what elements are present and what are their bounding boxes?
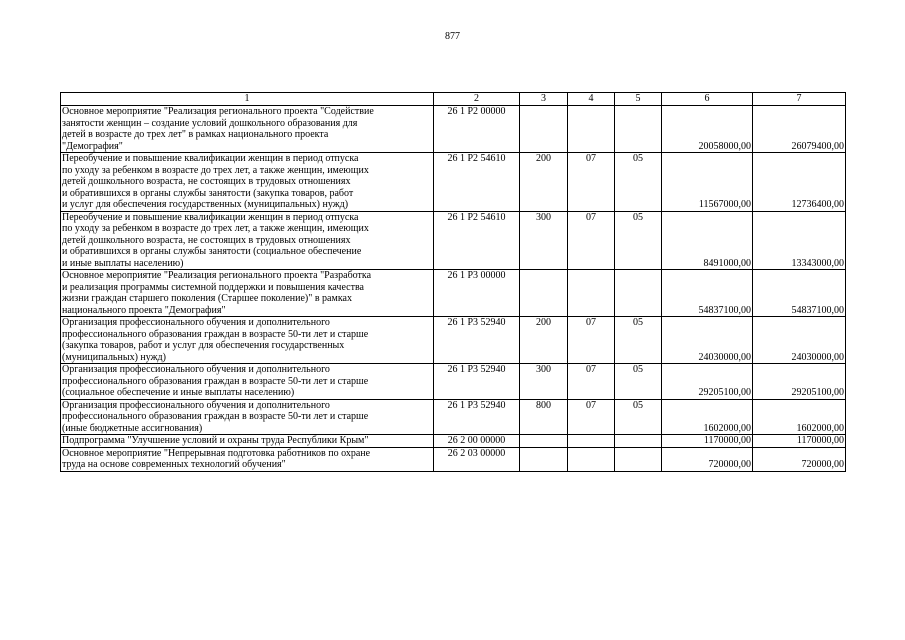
amount-col7-cell: 12736400,00 — [753, 153, 846, 212]
row-name-line: Основное мероприятие "Реализация регионального проекта "Разработка — [62, 270, 372, 281]
row-name-cell — [61, 447, 434, 471]
expense-type-cell — [520, 435, 568, 448]
row-name-line: Переобучение и повышение квалификации женщин в период отпуска — [62, 211, 359, 223]
section-cell — [568, 106, 615, 153]
column-header: 4 — [568, 93, 615, 106]
expense-type-cell: 300 — [520, 364, 568, 400]
row-name-line: Основное мероприятие "Реализация регионального проекта "Содействие — [62, 106, 374, 117]
expense-type-cell: 800 — [520, 399, 568, 435]
row-name-line: (муниципальных) нужд) — [62, 351, 166, 363]
row-name-cell — [61, 211, 434, 270]
row-name-line: и обратившихся в органы службы занятости (закупка товаров, работ — [62, 187, 354, 199]
section-cell: 07 — [568, 211, 615, 270]
subsection-cell: 05 — [615, 399, 662, 435]
column-header: 5 — [615, 93, 662, 106]
table-row — [61, 153, 846, 212]
section-cell: 07 — [568, 399, 615, 435]
row-name-cell — [61, 435, 434, 448]
row-name-line: детей дошкольного возраста, не состоящих в трудовых отношениях — [62, 234, 351, 246]
budget-table — [60, 92, 846, 472]
row-name-line: Организация профессионального обучения и дополнительного — [62, 364, 330, 375]
target-article-code-cell: 26 1 P2 54610 — [434, 153, 520, 212]
row-name-line: (социальное обеспечение и иные выплаты населению) — [62, 387, 295, 398]
amount-col7-cell: 24030000,00 — [753, 317, 846, 364]
expense-type-cell — [520, 106, 568, 153]
target-article-code-cell: 26 1 P2 54610 — [434, 211, 520, 270]
section-cell — [568, 270, 615, 317]
row-name-cell — [61, 270, 434, 317]
row-name-line: (иные бюджетные ассигнования) — [62, 422, 203, 434]
target-article-code-cell: 26 1 P3 52940 — [434, 364, 520, 400]
row-name-line: детей дошкольного возраста, не состоящих в трудовых отношениях — [62, 176, 351, 187]
section-cell — [568, 447, 615, 471]
amount-col7-cell: 720000,00 — [753, 447, 846, 471]
row-name-line: Переобучение и повышение квалификации женщин в период отпуска — [62, 153, 359, 164]
row-name-line: "Демография" — [62, 140, 123, 152]
row-name-cell — [61, 399, 434, 435]
row-name-line: и услуг для обеспечения государственных (муниципальных) нужд) — [62, 199, 349, 210]
row-name-cell — [61, 317, 434, 364]
row-name-line: профессионального образования граждан в возрасте 50-ти лет и старше — [62, 411, 369, 422]
amount-col7-cell: 1602000,00 — [753, 399, 846, 435]
table-row — [61, 317, 846, 364]
column-header: 1 — [61, 93, 434, 106]
amount-col6-cell: 11567000,00 — [662, 153, 753, 212]
row-name-line: и обратившихся в органы службы занятости (социальное обеспечение — [62, 246, 362, 257]
amount-col6-cell: 54837100,00 — [662, 270, 753, 317]
amount-col7-cell: 1170000,00 — [753, 435, 846, 448]
target-article-code-cell: 26 1 P3 52940 — [434, 317, 520, 364]
row-name-cell — [61, 153, 434, 212]
expense-type-cell — [520, 447, 568, 471]
subsection-cell — [615, 447, 662, 471]
expense-type-cell — [520, 270, 568, 317]
column-header: 3 — [520, 93, 568, 106]
table-row — [61, 399, 846, 435]
row-name-line: национального проекта "Демография" — [62, 304, 226, 316]
expense-type-cell: 200 — [520, 317, 568, 364]
column-header: 6 — [662, 93, 753, 106]
amount-col6-cell: 720000,00 — [662, 447, 753, 471]
row-name-line: по уходу за ребенком в возрасте до трех лет, а также женщин, имеющих — [62, 223, 369, 234]
subsection-cell — [615, 435, 662, 448]
amount-col6-cell: 8491000,00 — [662, 211, 753, 270]
row-name-line: жизни граждан старшего поколения (Старшее поколение)" в рамках — [62, 293, 352, 304]
amount-col6-cell: 29205100,00 — [662, 364, 753, 400]
row-name-line: (закупка товаров, работ и услуг для обеспечения государственных — [62, 340, 345, 351]
target-article-code-cell: 26 1 P2 00000 — [434, 106, 520, 153]
expense-type-cell: 300 — [520, 211, 568, 270]
table-row — [61, 270, 846, 317]
subsection-cell — [615, 270, 662, 317]
page-number: 877 — [445, 31, 460, 42]
column-header: 2 — [434, 93, 520, 106]
row-name-line: Организация профессионального обучения и дополнительного — [62, 399, 330, 411]
column-header: 7 — [753, 93, 846, 106]
section-cell — [568, 435, 615, 448]
amount-col7-cell: 29205100,00 — [753, 364, 846, 400]
amount-col6-cell: 20058000,00 — [662, 106, 753, 153]
row-name-line: по уходу за ребенком в возрасте до трех лет, а также женщин, имеющих — [62, 164, 369, 176]
table-row — [61, 435, 846, 448]
subsection-cell: 05 — [615, 364, 662, 400]
subsection-cell: 05 — [615, 317, 662, 364]
row-name-line: профессионального образования граждан в возрасте 50-ти лет и старше — [62, 375, 369, 387]
row-name-cell — [61, 364, 434, 400]
target-article-code-cell: 26 2 03 00000 — [434, 447, 520, 471]
table-header-row — [61, 93, 846, 106]
table-row — [61, 106, 846, 153]
target-article-code-cell: 26 1 P3 00000 — [434, 270, 520, 317]
row-name-line: труда на основе современных технологий обучения" — [62, 459, 286, 470]
amount-col6-cell: 1602000,00 — [662, 399, 753, 435]
row-name-line: и реализация программы системной поддержки и повышения качества — [62, 281, 364, 293]
target-article-code-cell: 26 2 00 00000 — [434, 435, 520, 448]
row-name-line: и иные выплаты населению) — [62, 257, 184, 269]
section-cell: 07 — [568, 364, 615, 400]
amount-col6-cell: 1170000,00 — [662, 435, 753, 448]
table-row — [61, 364, 846, 400]
amount-col6-cell: 24030000,00 — [662, 317, 753, 364]
amount-col7-cell: 26079400,00 — [753, 106, 846, 153]
row-name-cell — [61, 106, 434, 153]
expense-type-cell: 200 — [520, 153, 568, 212]
subsection-cell — [615, 106, 662, 153]
amount-col7-cell: 13343000,00 — [753, 211, 846, 270]
row-name-line: профессионального образования граждан в возрасте 50-ти лет и старше — [62, 328, 369, 340]
row-name-line: занятости женщин – создание условий дошкольного образования для — [62, 117, 358, 129]
table-row — [61, 447, 846, 471]
row-name-line: детей в возрасте до трех лет" в рамках национального проекта — [62, 129, 329, 140]
row-name-line: Организация профессионального обучения и дополнительного — [62, 317, 330, 328]
amount-col7-cell: 54837100,00 — [753, 270, 846, 317]
subsection-cell: 05 — [615, 211, 662, 270]
row-name-line: Основное мероприятие "Непрерывная подготовка работников по охране — [62, 447, 371, 459]
section-cell: 07 — [568, 317, 615, 364]
subsection-cell: 05 — [615, 153, 662, 212]
row-name-line: Подпрограмма "Улучшение условий и охраны труда Республики Крым" — [62, 435, 369, 446]
table-row — [61, 211, 846, 270]
section-cell: 07 — [568, 153, 615, 212]
target-article-code-cell: 26 1 P3 52940 — [434, 399, 520, 435]
